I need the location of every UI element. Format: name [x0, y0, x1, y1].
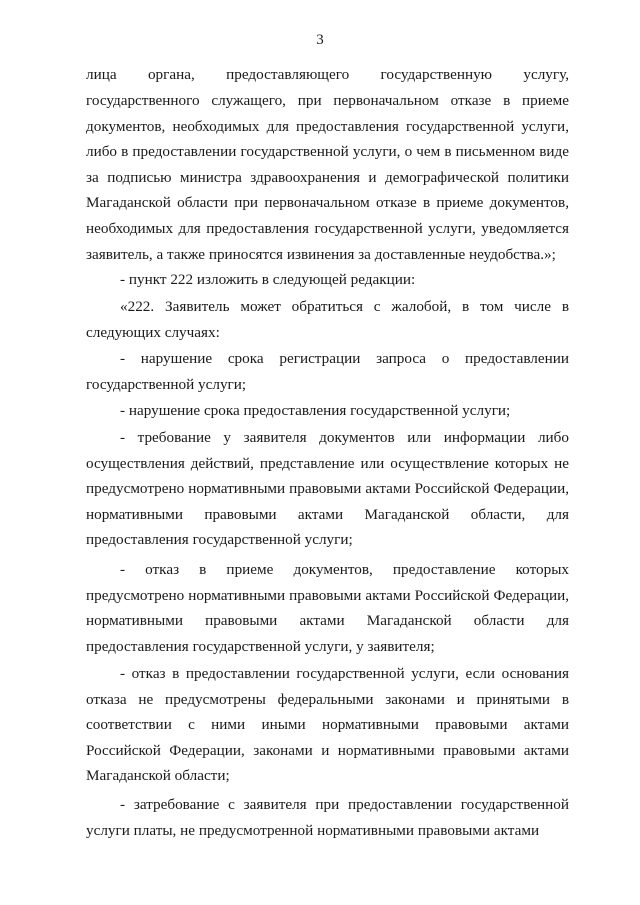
paragraph-item-222-intro: - пункт 222 изложить в следующей редакции:: [120, 271, 416, 288]
list-item-fee-demand: - затребование с заявителя при предоставлении государственной услуги платы, не предусмотренной нормативными правовыми актами: [86, 796, 569, 839]
list-item-document-refusal: - отказ в приеме документов, предоставление которых предусмотрено нормативными правовыми актами Российской Федерации, нормативными правовыми актами Магаданской области для предоставления государственной услуги, у заявителя;: [86, 561, 569, 655]
list-item-document-requirement: - требование у заявителя документов или информации либо осуществления действий, представление или осуществление которых не предусмотрено нормативными правовыми актами Российской Федерации, нормативными правовыми актами Магаданской области, для предоставления государственной услуги;: [86, 429, 569, 549]
paragraph-complaint-cases: «222. Заявитель может обратиться с жалобой, в том числе в следующих случаях:: [86, 298, 569, 341]
list-item-term-violation: - нарушение срока предоставления государственной услуги;: [120, 402, 511, 419]
paragraph-refusal-notice: государственного служащего, при первоначальном отказе в приеме документов, необходимых для предоставления государственной услуги, либо в предоставлении государственной услуги, о чем в письменном виде за подписью министра здравоохранения и демографической политики Магаданской области при первоначальном отказе в приеме документов, необходимых для предоставления государственной услуги, уведомляется заявитель, а также приносятся извинения за доставленные неудобства.»;: [86, 92, 569, 263]
list-item-service-refusal: - отказ в предоставлении государственной услуги, если основания отказа не предусмотрены федеральными законами и принятыми в соответствии с ними иными нормативными правовыми актами Российской Федерации, законами и нормативными правовыми актами Магаданской области;: [86, 665, 569, 785]
page-number: 3: [316, 32, 324, 48]
paragraph-continuation-first-line: лица органа, предоставляющего государственную услугу,: [86, 66, 569, 83]
list-item-registration-violation: - нарушение срока регистрации запроса о предоставлении государственной услуги;: [86, 350, 569, 393]
